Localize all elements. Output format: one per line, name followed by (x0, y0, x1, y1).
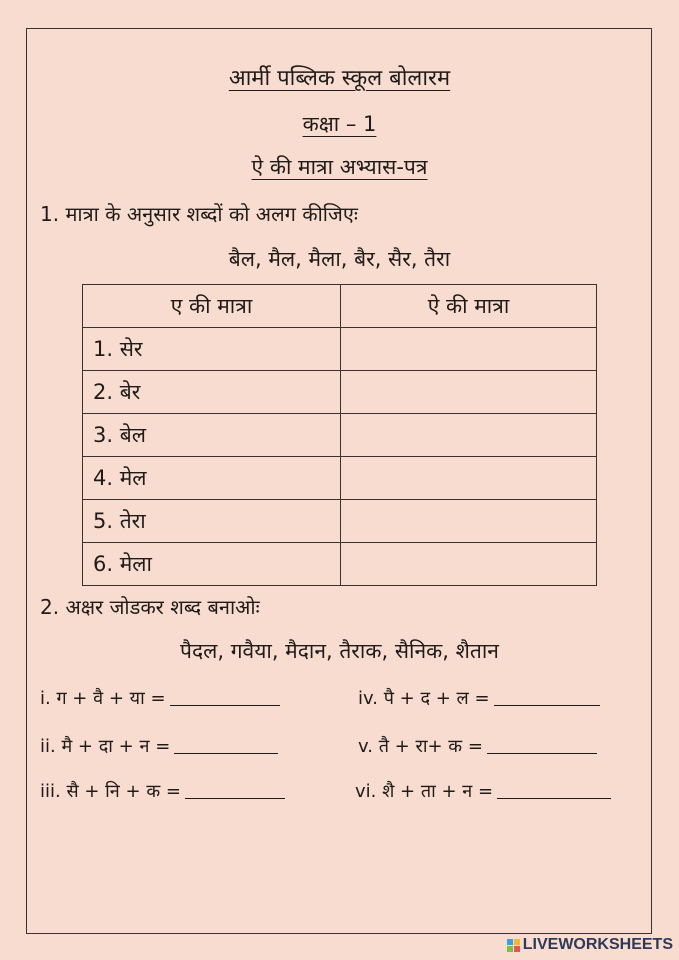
answer-cell[interactable] (341, 500, 597, 543)
liveworksheets-brand (507, 936, 673, 954)
worksheet-title (0, 153, 679, 181)
table-row (83, 328, 597, 371)
join-item-text: ii. मै + दा + न = (40, 736, 171, 757)
join-item-text: v. तै + रा+ क = (358, 736, 483, 757)
table-cell-word: 5. तेरा (83, 500, 341, 543)
answer-blank[interactable] (174, 752, 278, 754)
header-e-matra: ए की मात्रा (83, 285, 341, 328)
answer-cell[interactable] (341, 328, 597, 371)
question-1-words: बैल, मैल, मैला, बैर, सैर, तैरा (228, 247, 451, 271)
sorting-table (82, 284, 597, 586)
join-item-2 (40, 734, 278, 758)
join-item-text: iv. पै + द + ल = (358, 688, 490, 709)
question-1-prompt: 1. मात्रा के अनुसार शब्दों को अलग कीजिएः (40, 202, 358, 226)
school-name (0, 62, 679, 92)
header-ai-matra: ऐ की मात्रा (341, 285, 597, 328)
table-row (83, 457, 597, 500)
answer-blank[interactable] (185, 797, 285, 799)
worksheet-title-text: ऐ की मात्रा अभ्यास-पत्र (251, 155, 428, 179)
class-label-text: कक्षा – 1 (302, 112, 377, 136)
answer-blank[interactable] (487, 752, 597, 754)
liveworksheets-logo-icon (507, 939, 520, 952)
question-2-prompt: 2. अक्षर जोडकर शब्द बनाओः (40, 595, 260, 619)
join-item-text: i. ग + वै + या = (40, 688, 166, 709)
answer-cell[interactable] (341, 414, 597, 457)
answer-blank[interactable] (494, 704, 600, 706)
table-cell-word: 1. सेर (83, 328, 341, 371)
answer-blank[interactable] (497, 797, 611, 799)
join-item-1 (40, 686, 280, 710)
table-row (83, 371, 597, 414)
table-row (83, 414, 597, 457)
answer-blank[interactable] (170, 704, 280, 706)
table-cell-word: 2. बेर (83, 371, 341, 414)
answer-cell[interactable] (341, 543, 597, 586)
join-item-6 (355, 779, 611, 803)
class-label (0, 110, 679, 138)
table-row (83, 543, 597, 586)
brand-text: LIVEWORKSHEETS (522, 936, 673, 953)
table-header-row (83, 285, 597, 328)
answer-cell[interactable] (341, 457, 597, 500)
join-item-4 (358, 686, 600, 710)
table-cell-word: 4. मेल (83, 457, 341, 500)
school-name-text: आर्मी पब्लिक स्कूल बोलारम (228, 66, 451, 91)
table-cell-word: 6. मेला (83, 543, 341, 586)
join-item-text: vi. शै + ता + न = (355, 781, 494, 802)
table-row (83, 500, 597, 543)
join-item-text: iii. सै + नि + क = (40, 781, 181, 802)
question-2-words: पैदल, गवैया, मैदान, तैराक, सैनिक, शैतान (180, 639, 499, 663)
join-item-3 (40, 779, 285, 803)
answer-cell[interactable] (341, 371, 597, 414)
join-item-5 (358, 734, 597, 758)
table-cell-word: 3. बेल (83, 414, 341, 457)
